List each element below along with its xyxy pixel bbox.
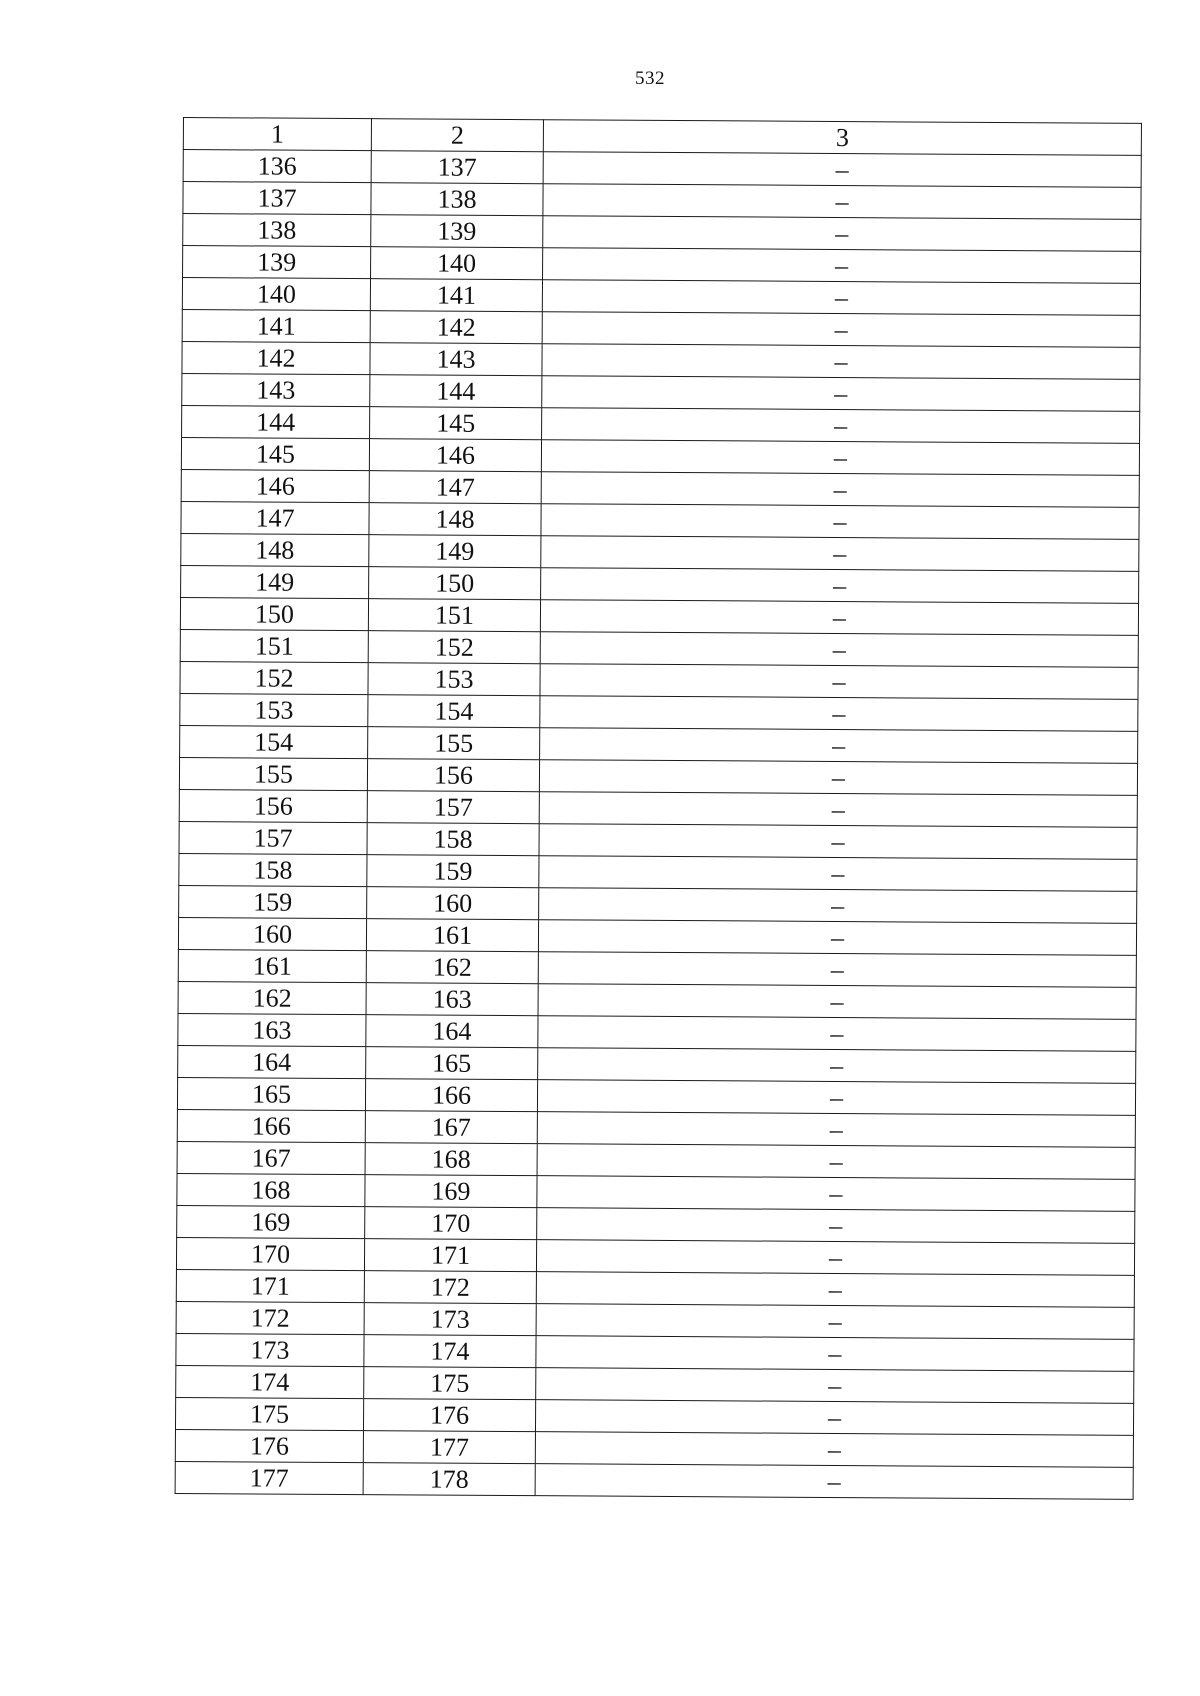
table-cell-col-1: 177 [175,1461,363,1494]
table-cell-col-3: – [536,1240,1134,1276]
table-cell-col-1: 144 [182,405,370,438]
table-cell-col-3: – [535,1432,1133,1468]
table-cell-col-1: 176 [175,1429,363,1462]
table-cell-col-2: 141 [370,279,542,312]
table-cell-col-1: 143 [182,373,370,406]
table-cell-col-2: 147 [369,471,541,504]
table-cell-col-2: 151 [368,599,540,632]
table-cell-col-3: – [538,1048,1136,1084]
table-cell-col-3: – [535,1400,1133,1436]
table-cell-col-3: – [542,376,1140,412]
table-cell-col-3: – [539,856,1137,892]
table-cell-col-2: 157 [367,791,539,824]
table-cell-col-2: 175 [364,1367,536,1400]
table-cell-col-1: 145 [181,437,369,470]
table-row [175,1461,1133,1499]
table-cell-col-3: – [541,536,1139,572]
column-header-2: 2 [371,119,543,152]
table-cell-col-1: 148 [181,533,369,566]
table-cell-col-2: 161 [366,919,538,952]
table-cell-col-2: 142 [370,311,542,344]
table-cell-col-2: 177 [363,1431,535,1464]
table-cell-col-2: 148 [369,503,541,536]
table-cell-col-2: 164 [366,1015,538,1048]
table-cell-col-2: 140 [371,247,543,280]
table-cell-col-3: – [542,312,1140,348]
table-cell-col-3: – [541,504,1139,540]
table-cell-col-1: 161 [178,949,366,982]
table-cell-col-1: 165 [177,1077,365,1110]
table-cell-col-1: 167 [177,1141,365,1174]
table-cell-col-2: 166 [365,1079,537,1112]
table-cell-col-2: 172 [364,1271,536,1304]
table-cell-col-1: 142 [182,341,370,374]
table-cell-col-3: – [542,408,1140,444]
table-cell-col-1: 137 [183,182,371,215]
table-cell-col-1: 153 [180,693,368,726]
table-cell-col-3: – [536,1272,1134,1308]
table-cell-col-1: 149 [181,565,369,598]
table-cell-col-3: – [542,344,1140,380]
table-cell-col-1: 173 [176,1333,364,1366]
table-cell-col-2: 163 [366,983,538,1016]
table-cell-col-3: – [537,1144,1135,1180]
table-cell-col-2: 138 [371,183,543,216]
table-cell-col-2: 145 [370,407,542,440]
table-cell-col-2: 170 [365,1207,537,1240]
table-cell-col-3: – [538,1016,1136,1052]
table-cell-col-2: 158 [367,823,539,856]
table-cell-col-1: 157 [179,821,367,854]
table-cell-col-1: 163 [178,1013,366,1046]
table-cell-col-2: 143 [370,343,542,376]
table-cell-col-2: 137 [371,151,543,184]
table-cell-col-3: – [543,184,1141,220]
table-cell-col-2: 178 [363,1463,535,1496]
table-cell-col-1: 169 [177,1205,365,1238]
column-header-3: 3 [543,120,1141,156]
table-cell-col-3: – [536,1304,1134,1340]
table-cell-col-1: 171 [176,1269,364,1302]
table-cell-col-2: 155 [368,727,540,760]
table-cell-col-2: 174 [364,1335,536,1368]
table-cell-col-3: – [537,1080,1135,1116]
data-table [175,117,1142,1500]
table-cell-col-1: 164 [178,1045,366,1078]
table-cell-col-1: 147 [181,501,369,534]
table-cell-col-2: 149 [369,535,541,568]
table-cell-col-3: – [539,792,1137,828]
table-cell-col-2: 139 [371,215,543,248]
table-cell-col-1: 138 [183,214,371,247]
table-cell-col-2: 173 [364,1303,536,1336]
table-cell-col-1: 136 [183,150,371,183]
table-cell-col-3: – [539,824,1137,860]
table-cell-col-3: – [538,984,1136,1020]
table-cell-col-1: 170 [176,1237,364,1270]
table-cell-col-3: – [539,760,1137,796]
table-cell-col-3: – [538,952,1136,988]
table-cell-col-2: 169 [365,1175,537,1208]
table-cell-col-3: – [540,728,1138,764]
table-cell-col-3: – [541,472,1139,508]
table-cell-col-3: – [538,920,1136,956]
table-cell-col-2: 160 [367,887,539,920]
table-cell-col-1: 154 [180,725,368,758]
table-cell-col-2: 162 [366,951,538,984]
table-cell-col-3: – [542,280,1140,316]
table-cell-col-1: 139 [183,246,371,279]
table-body [175,150,1141,1500]
table-cell-col-2: 154 [368,695,540,728]
table-cell-col-2: 167 [365,1111,537,1144]
table-cell-col-1: 168 [177,1173,365,1206]
table-cell-col-1: 155 [179,757,367,790]
table-cell-col-3: – [536,1336,1134,1372]
table-cell-col-3: – [537,1112,1135,1148]
table-cell-col-2: 171 [364,1239,536,1272]
table-cell-col-1: 151 [180,629,368,662]
table-cell-col-3: – [539,888,1137,924]
table-cell-col-3: – [535,1464,1133,1500]
page-number: 532 [635,68,665,89]
table-cell-col-3: – [537,1176,1135,1212]
table-cell-col-1: 162 [178,981,366,1014]
table-cell-col-3: – [540,696,1138,732]
table-cell-col-1: 158 [179,853,367,886]
table-cell-col-1: 160 [178,917,366,950]
table-cell-col-2: 165 [366,1047,538,1080]
table-cell-col-3: – [536,1368,1134,1404]
table-cell-col-3: – [540,632,1138,668]
table-cell-col-3: – [543,216,1141,252]
table-cell-col-2: 150 [369,567,541,600]
table-cell-col-1: 150 [180,597,368,630]
table-cell-col-2: 156 [367,759,539,792]
table-cell-col-2: 176 [363,1399,535,1432]
table-cell-col-2: 146 [369,439,541,472]
table-cell-col-1: 175 [175,1397,363,1430]
table-cell-col-3: – [540,664,1138,700]
table-cell-col-1: 156 [179,789,367,822]
table-cell-col-3: – [541,568,1139,604]
table-cell-col-3: – [543,248,1141,284]
table-cell-col-1: 140 [182,278,370,311]
table-cell-col-1: 174 [176,1365,364,1398]
table-cell-col-3: – [540,600,1138,636]
table-cell-col-2: 152 [368,631,540,664]
column-header-1: 1 [183,118,371,151]
table-cell-col-3: – [537,1208,1135,1244]
table-cell-col-2: 168 [365,1143,537,1176]
table-cell-col-1: 172 [176,1301,364,1334]
table-cell-col-2: 153 [368,663,540,696]
table-cell-col-1: 152 [180,661,368,694]
table-cell-col-1: 141 [182,309,370,342]
table-cell-col-2: 159 [367,855,539,888]
table-cell-col-2: 144 [370,375,542,408]
table-cell-col-1: 159 [179,885,367,918]
table-cell-col-1: 166 [177,1109,365,1142]
table-cell-col-3: – [541,440,1139,476]
table-cell-col-1: 146 [181,469,369,502]
table-cell-col-3: – [543,152,1141,188]
